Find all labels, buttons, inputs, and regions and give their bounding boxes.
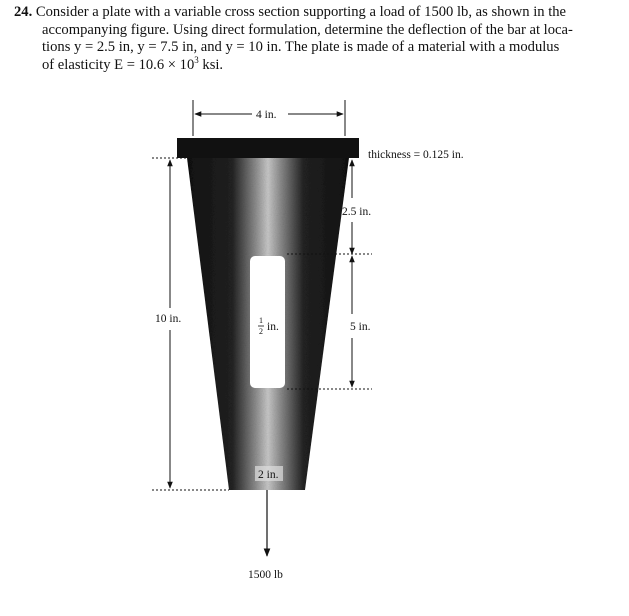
slot-width-den: 2 xyxy=(259,327,263,336)
load-label: 1500 lb xyxy=(248,569,283,581)
plate-top-cap xyxy=(177,138,359,158)
problem-number: 24. xyxy=(14,4,33,20)
problem-line-3: tions y = 2.5 in, y = 7.5 in, and y = 10 in. The plate is made of a material with a modulus xyxy=(42,39,560,55)
top-width-label: 4 in. xyxy=(256,109,277,121)
thickness-label: thickness = 0.125 in. xyxy=(368,149,464,161)
problem-exponent: 3 xyxy=(194,54,199,65)
seg-top-label: 2.5 in. xyxy=(342,206,372,218)
slot-width-unit: in. xyxy=(267,321,279,333)
slot-height-label: 5 in. xyxy=(350,321,371,333)
slot-width-num: 1 xyxy=(259,316,263,325)
problem-text-1: Consider a plate with a variable cross section supporting a load of 1500 lb, as shown in the xyxy=(35,4,567,20)
problem-text-4a: of elasticity E = 10.6 × 10 xyxy=(42,56,195,73)
total-height-label: 10 in. xyxy=(155,313,182,325)
bottom-width-label: 2 in. xyxy=(258,469,279,481)
problem-line-2: accompanying figure. Using direct formulation, determine the deflection of the bar at loca- xyxy=(42,21,573,38)
problem-text-4b: ksi. xyxy=(198,56,224,73)
